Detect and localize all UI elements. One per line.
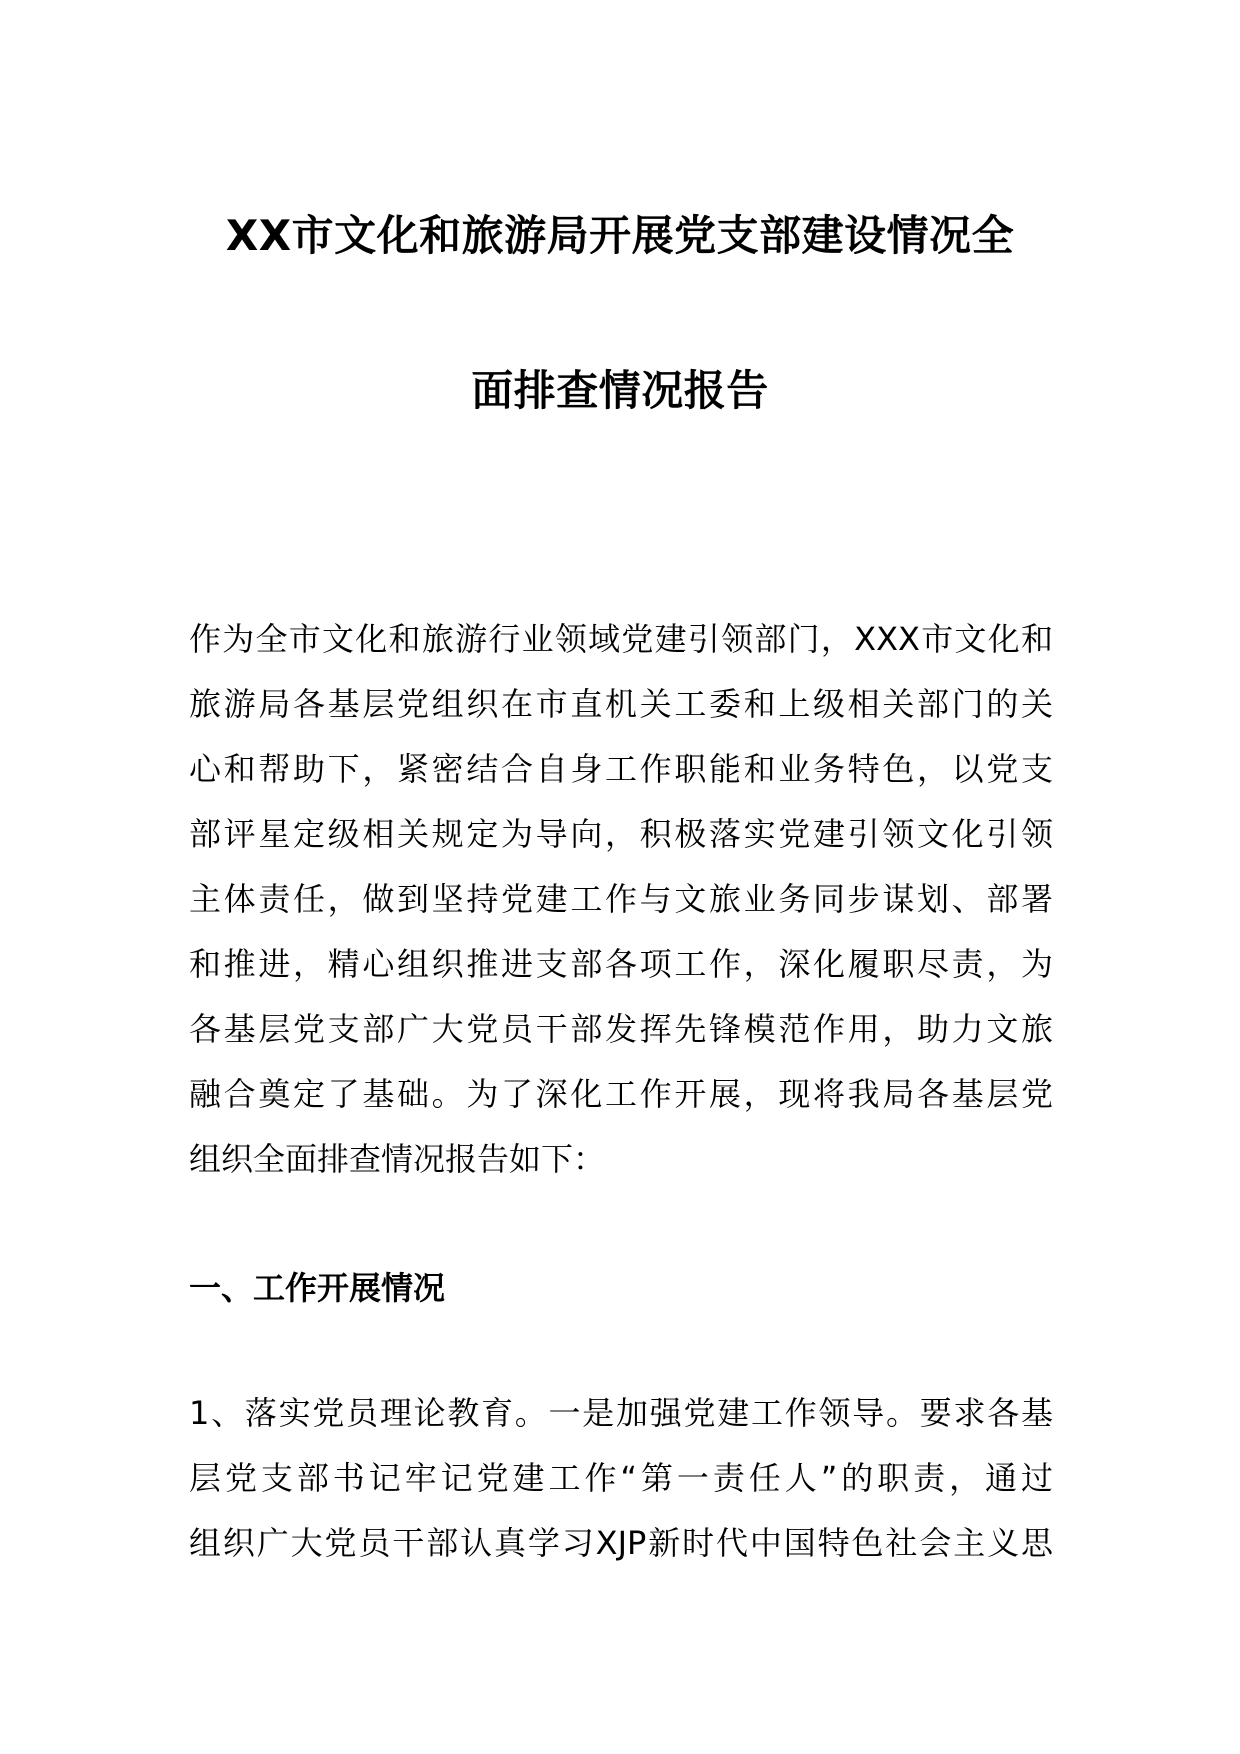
intro-line: 和推进，精心组织推进支部各项工作，深化履职尽责，为 <box>189 945 1053 983</box>
intro-paragraph <box>189 607 1053 1192</box>
intro-line: 部评星定级相关规定为导向，积极落实党建引领文化引领 <box>189 815 1053 853</box>
section-1-line: 层党支部书记牢记党建工作“第一责任人”的职责，通过 <box>189 1459 1053 1497</box>
document-title-line-1: XX市文化和旅游局开展党支部建设情况全 <box>225 211 1015 260</box>
intro-line: 旅游局各基层党组织在市直机关工委和上级相关部门的关 <box>189 685 1053 723</box>
intro-line: 组织全面排查情况报告如下： <box>189 1140 606 1178</box>
section-1-line: 1、落实党员理论教育。一是加强党建工作领导。要求各基 <box>189 1394 1053 1432</box>
document-title-line-2: 面排查情况报告 <box>471 366 769 415</box>
intro-line: 心和帮助下，紧密结合自身工作职能和业务特色，以党支 <box>189 750 1053 788</box>
intro-line: 各基层党支部广大党员干部发挥先锋模范作用，助力文旅 <box>189 1010 1053 1048</box>
section-1-paragraph <box>189 1381 1053 1576</box>
intro-line: 作为全市文化和旅游行业领域党建引领部门，XXX市文化和 <box>189 620 1053 658</box>
intro-line: 主体责任，做到坚持党建工作与文旅业务同步谋划、部署 <box>189 880 1053 918</box>
section-1-line: 组织广大党员干部认真学习XJP新时代中国特色社会主义思 <box>189 1524 1053 1562</box>
intro-line: 融合奠定了基础。为了深化工作开展，现将我局各基层党 <box>189 1075 1053 1113</box>
section-heading: 一、工作开展情况 <box>189 1269 446 1307</box>
